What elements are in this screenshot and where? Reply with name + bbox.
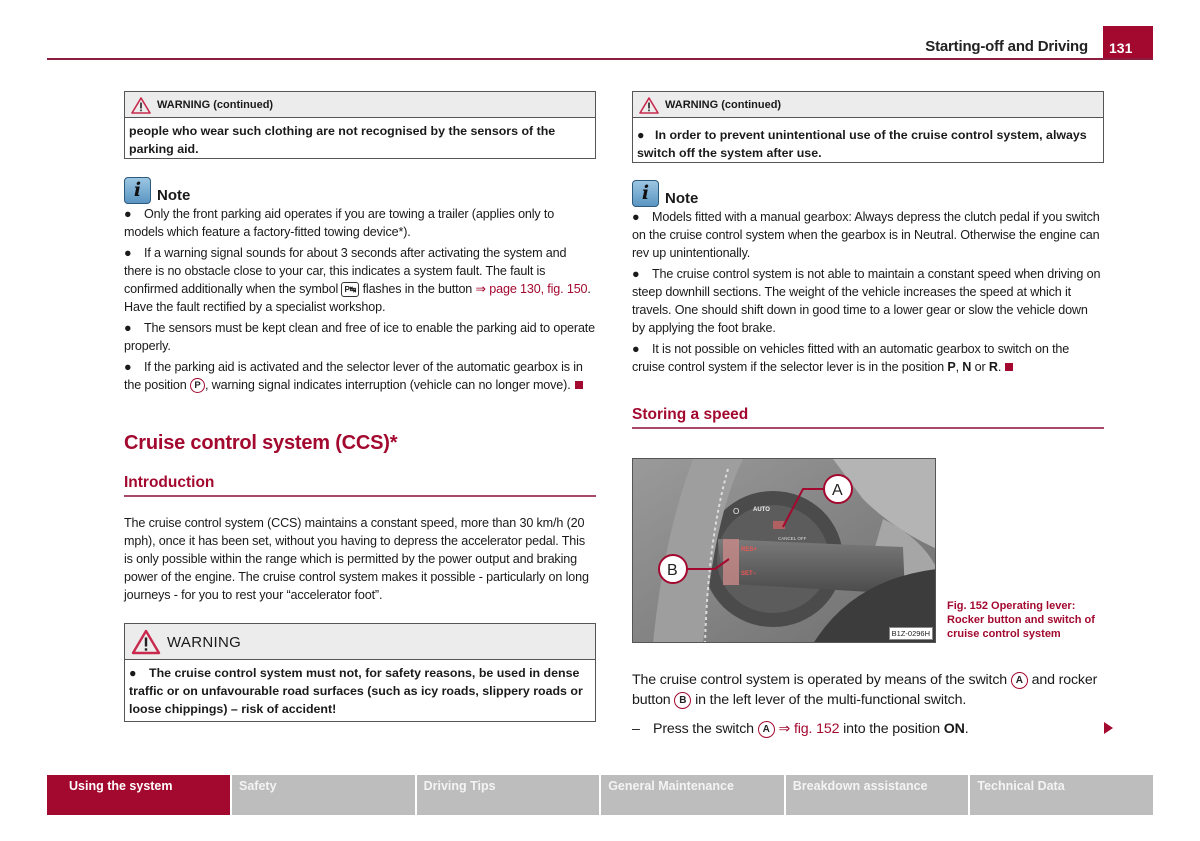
operating-lever-figure	[632, 458, 936, 643]
chapter-tabs	[47, 775, 1153, 815]
warning-header	[125, 92, 595, 118]
tab-driving-tips[interactable]: Driving Tips	[417, 775, 600, 815]
bullet-icon: ●	[637, 128, 645, 142]
left-column	[124, 91, 596, 722]
warning-title: WARNING	[167, 633, 242, 651]
intro-paragraph: The cruise control system (CCS) maintains a constant speed, more than 30 km/h (20 mph), once it has been set, without you having to depress the accelerator pedal. This is only possible within the range which is permitted by the power output and braking power of the engine. The cruise control system makes it possible - particularly on long journeys - for you to rest your “accelerator foot”.	[124, 516, 589, 602]
bullet-icon: ●	[124, 321, 132, 335]
warning-text: ● In order to prevent unintentional use of the cruise control system, always switch off the system after use.	[637, 128, 1087, 160]
warning-triangle-icon	[131, 97, 151, 114]
bullet-icon: ●	[632, 210, 640, 224]
subsection-heading: Storing a speed	[632, 406, 1104, 429]
note-label: Note	[157, 187, 191, 204]
svg-text:SET−: SET−	[741, 571, 757, 577]
warning-title: WARNING (continued)	[665, 99, 782, 111]
info-icon: i	[632, 180, 659, 207]
note-bullet: ● If a warning signal sounds for about 3 seconds after activating the system and there is no obstacle close to your car, this indicates a system fault. The fault is confirmed additionally when the symbol P↹ flashes in the button ⇒ page 130, fig. 150. Have the fault rectified by a specialist workshop.	[124, 246, 591, 314]
warning-continued-box	[632, 91, 1104, 163]
figure-id-label: B1Z-0296H	[889, 627, 933, 640]
tab-safety[interactable]: Safety	[232, 775, 415, 815]
gear-position-p-icon: P	[190, 378, 205, 393]
storing-paragraph: The cruise control system is operated by means of the switch A and rocker button B in the left lever of the multi-functional switch.	[632, 672, 1098, 708]
tab-using-the-system[interactable]: Using the system	[47, 775, 230, 815]
warning-title: WARNING (continued)	[157, 99, 274, 111]
svg-text:CANCEL OFF: CANCEL OFF	[778, 536, 807, 541]
note-bullet: ● If the parking aid is activated and the selector lever of the automatic gearbox is in the position P , warning signal indicates interruption (vehicle can no longer move).	[124, 360, 583, 392]
switch-a-icon: A	[758, 721, 775, 738]
svg-text:RES+: RES+	[741, 547, 757, 553]
svg-text:O: O	[733, 507, 740, 516]
warning-header	[633, 92, 1103, 118]
note-section	[124, 177, 596, 394]
note-header	[124, 177, 596, 204]
warning-triangle-icon	[131, 629, 161, 655]
page-number: 131	[1103, 26, 1153, 60]
warning-text: people who wear such clothing are not recognised by the sensors of the parking aid.	[129, 124, 556, 156]
warning-text: ● The cruise control system must not, for safety reasons, be used in dense traffic or on unfavourable road surfaces (such as icy roads, slippery roads or loose chippings) – risk of accident!	[129, 666, 583, 716]
note-bullet: ● Only the front parking aid operates if you are towing a trailer (applies only to models which feature a factory-fitted towing device*).	[124, 207, 555, 239]
bullet-icon: ●	[124, 246, 132, 260]
tab-technical-data[interactable]: Technical Data	[970, 775, 1153, 815]
svg-text:A: A	[832, 482, 843, 499]
operating-lever-illustration	[633, 459, 936, 643]
subsection-heading: Introduction	[124, 474, 596, 497]
section-end-marker	[575, 381, 583, 389]
rocker-b-icon: B	[674, 692, 691, 709]
svg-text:B: B	[667, 562, 678, 579]
warning-continued-box	[124, 91, 596, 159]
tab-general-maintenance[interactable]: General Maintenance	[601, 775, 784, 815]
instruction-step: – Press the switch A ⇒ fig. 152 into the position ON.	[632, 721, 969, 737]
svg-text:AUTO: AUTO	[753, 507, 770, 513]
switch-a-icon: A	[1011, 672, 1028, 689]
page-section-title: Starting-off and Driving	[925, 38, 1088, 55]
note-bullet: ● Models fitted with a manual gearbox: Always depress the clutch pedal if you switch on the cruise control system when the gearbox is in Neutral. Otherwise the engine can rev up unintentionally.	[632, 210, 1100, 260]
figure-caption: Fig. 152 Operating lever: Rocker button and switch of cruise control system	[947, 600, 1095, 640]
bullet-icon: ●	[124, 360, 132, 374]
info-icon: i	[124, 177, 151, 204]
continue-arrow-icon	[1104, 722, 1113, 734]
warning-header	[125, 624, 595, 660]
note-label: Note	[665, 190, 699, 207]
header-divider	[47, 58, 1153, 60]
note-header	[632, 180, 1104, 207]
note-bullet: ● The cruise control system is not able to maintain a constant speed when driving on steep downhill sections. The weight of the vehicle increases the speed at which it travels. One should shift down in good time to a lower gear or slow the vehicle down by applying the foot brake.	[632, 267, 1101, 335]
note-bullet: ● The sensors must be kept clean and free of ice to enable the parking aid to operate properly.	[124, 321, 596, 353]
section-end-marker	[1005, 363, 1013, 371]
note-bullet: ● It is not possible on vehicles fitted with an automatic gearbox to switch on the cruise control system if the selector lever is in the position P, N or R.	[632, 342, 1070, 374]
bullet-icon: ●	[129, 666, 137, 680]
page-reference-link[interactable]: ⇒ page 130, fig. 150	[475, 282, 588, 296]
section-heading: Cruise control system (CCS)*	[124, 432, 398, 454]
parking-aid-symbol-icon: P↹	[341, 282, 359, 297]
right-column	[632, 91, 1104, 429]
bullet-icon: ●	[632, 267, 640, 281]
warning-triangle-icon	[639, 97, 659, 114]
note-section	[632, 180, 1104, 376]
bullet-icon: ●	[632, 342, 640, 356]
warning-box	[124, 623, 596, 722]
bullet-icon: ●	[124, 207, 132, 221]
tab-breakdown-assistance[interactable]: Breakdown assistance	[786, 775, 969, 815]
figure-reference-link[interactable]: ⇒ fig. 152	[778, 721, 840, 737]
